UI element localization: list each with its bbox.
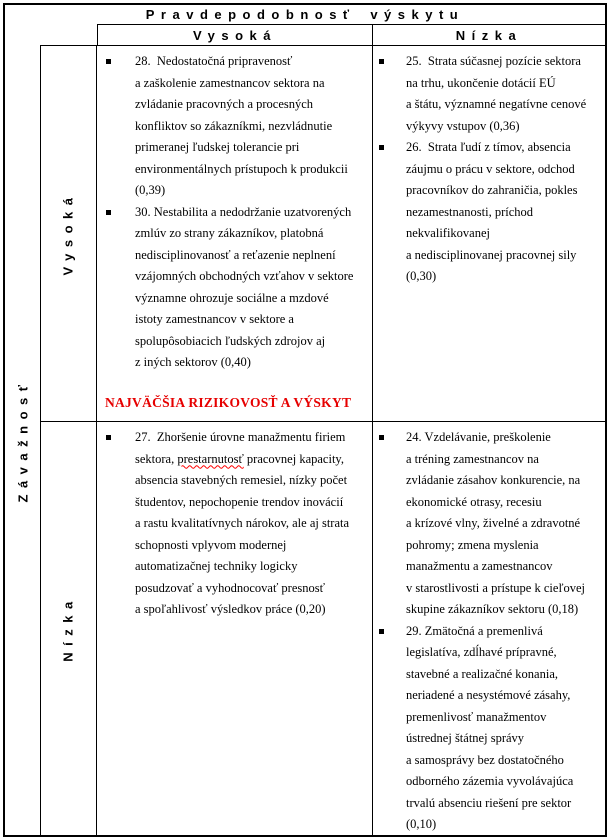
bullet-square-icon	[106, 59, 111, 64]
risk-item-line: výkyvy vstupov (0,36)	[406, 118, 520, 133]
risk-item-line: 29. Zmätočná a premenlivá	[406, 623, 543, 638]
row-header-label: Vysoká	[61, 191, 76, 276]
risk-item-line: stavebné a realizačné konania,	[406, 666, 558, 681]
risk-item-line: (0,30)	[406, 269, 437, 283]
quadrant-severity-low-probability-high	[97, 421, 372, 835]
risk-item	[105, 427, 370, 621]
risk-item-line: pohromy; zmena myslenia	[406, 537, 539, 552]
risk-item-line: a rastu kvalitatívnych nárokov, ale aj strata	[135, 516, 350, 530]
bullet-square-icon	[379, 435, 384, 440]
risk-item-line: a krízové vlny, živelné a zdravotné	[406, 516, 581, 530]
risk-item-line: primeranej ľudskej tolerancie pri	[135, 140, 300, 154]
risk-item-line: 27. Zhoršenie úrovne manažmentu firiem	[135, 430, 346, 444]
risk-item-line: nekvalifikovanej	[406, 226, 490, 240]
risk-item-line: a nedisciplinovanej pracovnej sily	[406, 247, 577, 262]
risk-item-line: 25. Strata súčasnej pozície sektora	[406, 54, 581, 68]
quadrant-severity-high-probability-high	[97, 45, 372, 421]
risk-item-line: sektora, prestarnutosť pracovnej kapacity,	[135, 451, 344, 466]
bullet-square-icon	[379, 59, 384, 64]
risk-item-line: neriadené a nesystémové zásahy,	[406, 688, 571, 702]
risk-item-line: na trhu, ukončenie dotácií EÚ	[406, 75, 556, 90]
risk-item-line: legislatíva, zdĺhavé prípravné,	[406, 645, 557, 659]
risk-item-line: ústrednej štátnej správy	[406, 731, 525, 745]
risk-item-line: premenlivosť manažmentov	[406, 709, 547, 724]
risk-item-line: významne ohrozuje sociálne a mzdové	[135, 290, 329, 305]
row-header-severity-low	[41, 421, 97, 835]
risk-item-line: vzájomných obchodných vzťahov v sektore	[135, 269, 354, 283]
risk-item-line: 28. Nedostatočná pripravenosť	[135, 54, 293, 68]
row-header-label: Nízka	[61, 595, 76, 662]
risk-item-line: skupine zákazníkov sektoru (0,18)	[406, 602, 579, 616]
risk-item-line: študentov, nepochopenie trendov inovácií	[135, 494, 344, 509]
risk-item-line: nedisciplinovanosť a reťazenie neplnení	[135, 247, 336, 262]
risk-item-line: zvládanie pracovných a procesných	[135, 97, 314, 111]
bullet-square-icon	[379, 145, 384, 150]
risk-item	[378, 427, 603, 621]
risk-item-line: manažmentu a zamestnancov	[406, 559, 553, 573]
risk-item-line: ekonomické otrasy, recesiu	[406, 494, 542, 509]
risk-item-line: odborného zázemia vyvolávajúca	[406, 774, 574, 788]
spellcheck-underlined-word: prestarnutosť	[177, 451, 244, 466]
risk-item-line: automatizačnej techniky logicky	[135, 559, 298, 573]
risk-item-line: trvalú absenciu riešení pre sektor	[406, 795, 572, 810]
risk-matrix-table	[3, 3, 607, 837]
column-header-label: Vysoká	[192, 27, 278, 43]
risk-item-line: zvládanie zásahov konkurencie, na	[406, 473, 581, 487]
risk-item-line: a štátu, významné negatívne cenové	[406, 97, 587, 111]
risk-item-line: nezamestnanosti, príchod	[406, 204, 534, 219]
risk-item	[378, 137, 603, 288]
risk-item-line: posudzovať a vyhodnocovať presnosť	[135, 580, 325, 595]
risk-item-line: pracovníkov do zahraničia, pokles	[406, 183, 578, 197]
risk-item-line: environmentálnych prístupoch k produkcii	[135, 161, 348, 176]
severity-axis-title-cell	[5, 45, 41, 835]
bullet-square-icon	[106, 435, 111, 440]
column-header-label: Nízka	[455, 27, 523, 43]
bullet-square-icon	[106, 210, 111, 215]
risk-item	[105, 51, 370, 202]
quadrant-severity-low-probability-low	[372, 421, 605, 835]
risk-item-line: a tréning zamestnancov na	[406, 451, 539, 466]
bullet-square-icon	[379, 629, 384, 634]
risk-item-line: konfliktov so zákazníkmi, nezvládnutie	[135, 118, 333, 133]
risk-item-line: (0,10)	[406, 817, 437, 831]
risk-item-line: záujmu o prácu v sektore, odchod	[406, 161, 575, 176]
risk-item-line: 30. Nestabilita a nedodržanie uzatvorených	[135, 204, 352, 219]
risk-item-line: 26. Strata ľudí z tímov, absencia	[406, 140, 571, 154]
risk-item-line: v starostlivosti a prístupe k cieľovej	[406, 580, 586, 595]
risk-item-line: (0,39)	[135, 183, 166, 197]
risk-item-line: istoty zamestnancov v sektore a	[135, 312, 294, 326]
severity-axis-title: Závažnosť	[15, 378, 31, 502]
highest-risk-note: NAJVÄČŠIA RIZIKOVOSŤ A VÝSKYT	[105, 394, 352, 410]
risk-item	[378, 621, 603, 836]
risk-item	[378, 51, 603, 137]
column-header-probability-high	[97, 24, 372, 45]
corner-spacer	[5, 24, 97, 45]
risk-item-line: a samosprávy bez dostatočného	[406, 752, 564, 767]
probability-axis-title: Pravdepodobnosť výskytu	[145, 7, 465, 22]
column-header-probability-low	[372, 24, 605, 45]
risk-item-line: a zaškolenie zamestnancov sektora na	[135, 75, 325, 90]
risk-item-line: schopnosti vplyvom modernej	[135, 537, 287, 552]
quadrant-severity-high-probability-low	[372, 45, 605, 421]
row-header-severity-high	[41, 45, 97, 421]
risk-item	[105, 202, 370, 374]
risk-item-line: 24. Vzdelávanie, preškolenie	[406, 430, 551, 444]
risk-item-line: absencia stavebných remesiel, nízky počet	[135, 473, 348, 487]
risk-item-line: spolupôsobiacich ľudských zdrojov aj	[135, 333, 326, 348]
risk-item-line: z iných sektorov (0,40)	[135, 355, 251, 369]
risk-item-line: zmlúv zo strany zákazníkov, platobná	[135, 226, 324, 240]
risk-item-line: a spoľahlivosť výsledkov práce (0,20)	[135, 602, 326, 616]
